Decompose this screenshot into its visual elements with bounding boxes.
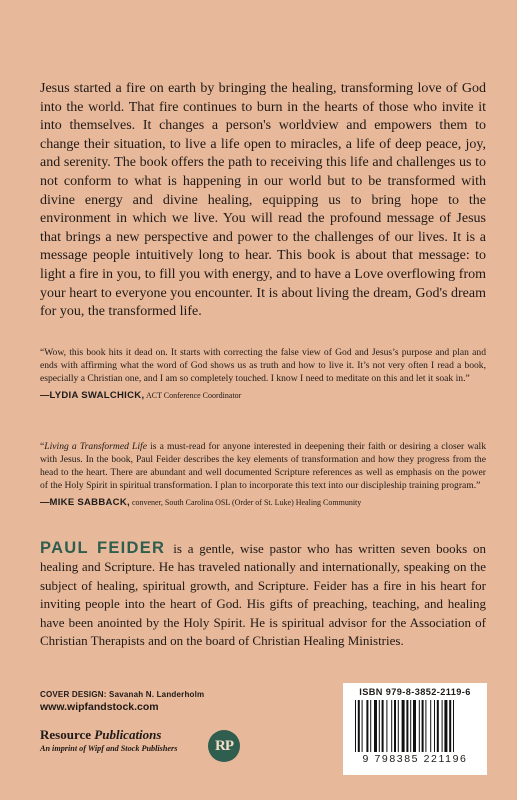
endorsement-quote: “Living a Transformed Life is a must-read for anyone interested in deepening their faith or desiring a closer walk with Jesus. In the book, Paul Feider describes the key elements of transformation and how they progress from the head to the heart. There are abundant and well documented Scripture references as well as emphasis on the power of the Holy Spirit in spiritual transformation. I plan to incorporate this text into our discipleship training program.” bbox=[40, 441, 486, 491]
barcode bbox=[343, 683, 487, 775]
publisher-website: www.wipfandstock.com bbox=[40, 701, 159, 713]
endorser-name: LYDIA SWALCHICK, bbox=[49, 390, 145, 401]
cover-design-credit: COVER DESIGN: Savanah N. Landerholm bbox=[40, 690, 205, 699]
author-name: PAUL FEIDER bbox=[40, 539, 166, 557]
endorser-name: MIKE SABBACK, bbox=[49, 497, 130, 508]
book-title: Living a Transformed Life bbox=[44, 441, 147, 452]
publisher-imprint: An imprint of Wipf and Stock Publishers bbox=[40, 744, 178, 753]
publisher-block bbox=[40, 727, 177, 753]
endorsement-2 bbox=[40, 440, 486, 509]
book-blurb: Jesus started a fire on earth by bringing the healing, transforming love of God into the world. That fire continues to burn in the hearts of those who invite it into themselves. It changes a person's worldview and empowers them to change their situation, to live a life open to miracles, a life of deep peace, joy, and serenity. The book offers the path to receiving this life and challenges us to not conform to what is happening in our world but to be transformed with divine energy and divine healing, equipping us to bring hope to the environment in which we live. You will read the profound message of Jesus that brings a new perspective and power to the challenges of our lives. It is a message people intuitively long to hear. This book is about that message: to light a fire in you, to fill you with energy, and to have a Love overflowing from your heart to everyone you encounter. It is about living the dream, God's dream for you, the transformed life. bbox=[40, 81, 486, 320]
endorsement-quote: “Wow, this book hits it dead on. It starts with correcting the false view of God and Jesus’s purpose and plan and ends with affirming what the word of God shows us as truth and how to live it. It’s not very often I read a book, especially a Christian one, and I am so completely touched. I know I need to meditate on this and let it soak in.” bbox=[40, 347, 486, 384]
author-bio bbox=[40, 539, 486, 650]
author-bio-text: is a gentle, wise pastor who has written seven books on healing and Scripture. He has traveled nationally and internationally, speaking on the subject of healing, spiritual growth, and Scripture. Feider has a fire in his heart for inviting people into the heart of God. His gifts of preaching, teaching, and healing have been anointed by the Holy Spirit. He is spiritual advisor for the Association of Christian Therapists and on the board of Christian Healing Ministries. bbox=[40, 541, 486, 649]
endorsement-attribution: —MIKE SABBACK, convener, South Carolina OSL (Order of St. Luke) Healing Community bbox=[40, 497, 362, 508]
barcode-digits: 9 798385 221196 bbox=[362, 753, 468, 765]
endorsement-attribution: —LYDIA SWALCHICK, ACT Conference Coordinator bbox=[40, 390, 242, 401]
publisher-logo-icon: RP bbox=[208, 730, 240, 762]
publisher-name: Resource Publications bbox=[40, 727, 162, 742]
barcode-bars-icon bbox=[353, 700, 477, 752]
endorser-role: ACT Conference Coordinator bbox=[145, 391, 242, 400]
endorsement-1 bbox=[40, 346, 486, 402]
endorser-role: convener, South Carolina OSL (Order of St. Luke) Healing Community bbox=[131, 498, 362, 507]
isbn-label: ISBN 979-8-3852-2119-6 bbox=[359, 687, 471, 697]
cover-credits bbox=[40, 690, 204, 713]
